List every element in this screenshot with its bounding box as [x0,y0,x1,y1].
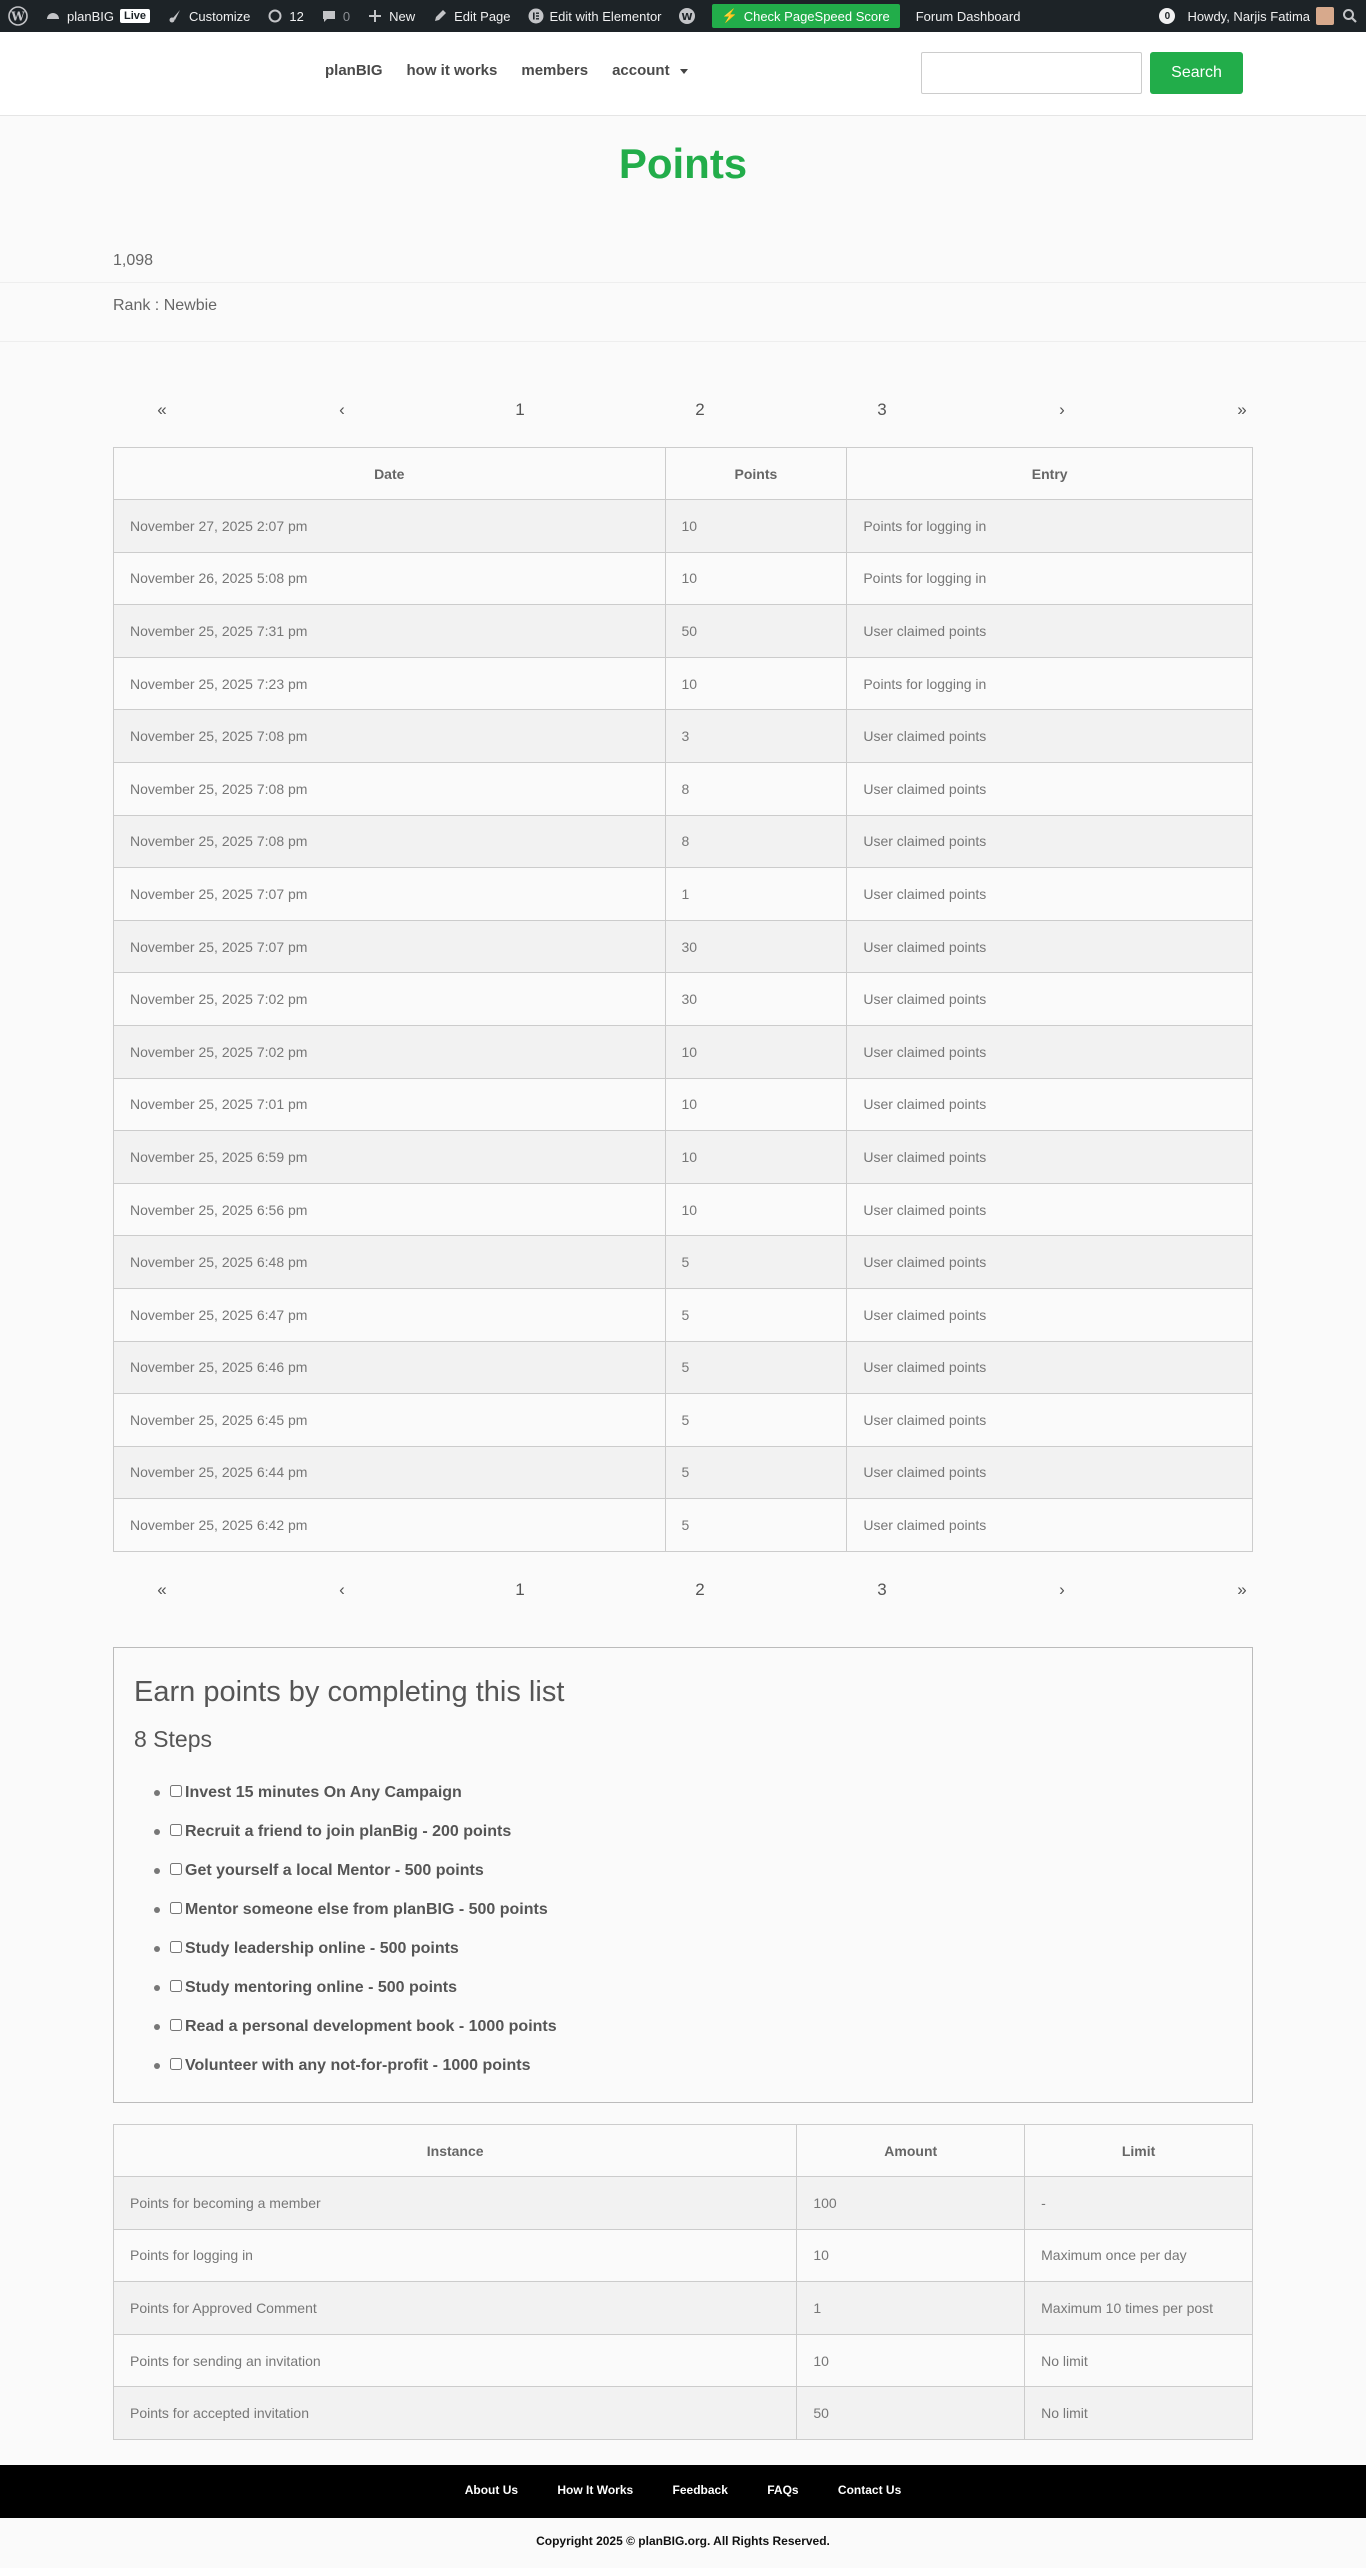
table-row [114,815,1253,868]
checklist-item [170,1968,557,2007]
howdy-label: Howdy, Narjis Fatima [1187,8,1310,24]
nav-item-account[interactable] [612,62,688,79]
cell-entry: User claimed points [847,1025,1253,1078]
pager-prev[interactable]: ‹ [339,1580,345,1599]
checklist-label: Volunteer with any not-for-profit - 1000 points [185,2056,531,2074]
footer-link-about[interactable]: About Us [464,2483,519,2497]
cell-limit: Maximum once per day [1025,2229,1253,2282]
pagespeed-label: Check PageSpeed Score [743,8,890,24]
pager-page-2[interactable]: 2 [695,400,705,419]
cell-amount: 1 [797,2282,1025,2335]
svg-text:W: W [681,12,693,23]
pagination-bottom [113,1580,1253,1604]
pager-first[interactable]: « [157,1580,167,1599]
cell-date: November 25, 2025 6:56 pm [114,1183,666,1236]
cell-entry: User claimed points [847,605,1253,658]
cell-entry: User claimed points [847,1236,1253,1289]
checklist-label: Invest 15 minutes On Any Campaign [185,1783,462,1801]
table-row [114,2229,1253,2282]
cell-instance: Points for accepted invitation [114,2387,797,2440]
cell-date: November 25, 2025 6:45 pm [114,1394,666,1447]
table-row [114,1236,1253,1289]
site-name: planBIG [67,8,114,24]
checklist-checkbox[interactable] [170,1824,182,1836]
lightning-icon: ⚡ [721,8,738,23]
cell-points: 3 [665,710,847,763]
checklist-checkbox[interactable] [170,2058,182,2070]
pager-last[interactable]: » [1237,400,1247,419]
cell-points: 10 [665,1078,847,1131]
table-row [114,1078,1253,1131]
site-header [0,32,1366,116]
cell-date: November 25, 2025 7:01 pm [114,1078,666,1131]
checklist-checkbox[interactable] [170,1785,182,1797]
wordpress-logo-icon[interactable] [0,0,36,32]
cell-entry: Points for logging in [847,657,1253,710]
table-row [114,552,1253,605]
checklist-checkbox[interactable] [170,1863,182,1875]
cell-date: November 25, 2025 7:08 pm [114,710,666,763]
table-row [114,1394,1253,1447]
pager-prev[interactable]: ‹ [339,400,345,419]
checklist-label: Mentor someone else from planBIG - 500 points [185,1900,548,1918]
cell-points: 10 [665,1131,847,1184]
table-row [114,605,1253,658]
cell-points: 5 [665,1288,847,1341]
updates-count: 12 [289,8,304,24]
points-rules-table [113,2124,1253,2440]
checklist-label: Study leadership online - 500 points [185,1939,459,1957]
nav-item-planbig[interactable]: planBIG [325,62,383,79]
checklist-label: Study mentoring online - 500 points [185,1978,458,1996]
cell-points: 10 [665,657,847,710]
cell-entry: User claimed points [847,815,1253,868]
table-row [114,920,1253,973]
cell-date: November 25, 2025 7:02 pm [114,1025,666,1078]
cell-entry: User claimed points [847,762,1253,815]
table-row [114,2177,1253,2230]
cell-points: 5 [665,1499,847,1552]
table-header-row [114,448,1253,500]
cell-points: 5 [665,1236,847,1289]
table-row [114,710,1253,763]
table-row [114,500,1253,553]
cell-entry: User claimed points [847,920,1253,973]
search-icon[interactable] [1334,0,1366,32]
edit-page-link[interactable] [423,0,518,32]
cell-date: November 25, 2025 6:42 pm [114,1499,666,1552]
forum-dashboard-link[interactable] [908,0,1029,32]
cell-entry: User claimed points [847,1183,1253,1236]
cell-amount: 10 [797,2229,1025,2282]
checklist-checkbox[interactable] [170,2019,182,2031]
search-button[interactable]: Search [1150,52,1243,94]
new-label: New [389,8,416,24]
nav-item-members[interactable]: members [521,62,589,79]
table-row [114,1341,1253,1394]
cell-amount: 10 [797,2334,1025,2387]
edit-elementor-link[interactable] [519,0,670,32]
cell-date: November 25, 2025 7:08 pm [114,762,666,815]
pager-last[interactable]: » [1237,1580,1247,1599]
cell-date: November 27, 2025 2:07 pm [114,500,666,553]
pager-page-1[interactable]: 1 [515,1580,525,1599]
cell-date: November 25, 2025 7:23 pm [114,657,666,710]
pager-page-3[interactable]: 3 [877,400,887,419]
earn-steps-count: 8 Steps [134,1726,212,1752]
checklist-item [170,1773,557,1812]
checklist-item [170,1890,557,1929]
cell-date: November 25, 2025 7:07 pm [114,920,666,973]
main-nav [325,62,712,79]
cell-entry: User claimed points [847,973,1253,1026]
cell-limit: - [1025,2177,1253,2230]
table-row [114,868,1253,921]
table-row [114,973,1253,1026]
col-header-date: Date [114,448,666,500]
checklist-label: Recruit a friend to join planBig - 200 points [185,1822,512,1840]
cell-date: November 25, 2025 7:31 pm [114,605,666,658]
cell-entry: User claimed points [847,1131,1253,1184]
pager-next[interactable]: › [1059,400,1065,419]
comment-icon [320,7,338,25]
footer-link-contact[interactable]: Contact Us [837,2483,902,2497]
table-row [114,1183,1253,1236]
updates-link[interactable] [258,0,311,32]
cell-points: 30 [665,920,847,973]
checklist-item [170,1851,557,1890]
points-total: 1,098 [113,252,154,269]
plus-icon [366,7,384,25]
cell-amount: 100 [797,2177,1025,2230]
cell-amount: 50 [797,2387,1025,2440]
site-name-menu[interactable] [36,0,158,32]
table-row [114,2282,1253,2335]
checklist-checkbox[interactable] [170,1902,182,1914]
edit-page-label: Edit Page [454,8,511,24]
cell-date: November 25, 2025 6:47 pm [114,1288,666,1341]
checklist-checkbox[interactable] [170,1941,182,1953]
comments-link[interactable] [312,0,358,32]
earn-checklist [170,1773,557,2085]
cell-points: 30 [665,973,847,1026]
table-row [114,1025,1253,1078]
points-log-body [114,500,1253,1552]
live-badge: Live [120,9,150,23]
table-header-row [114,2125,1253,2177]
site-kit-icon[interactable] [670,0,704,32]
table-row [114,1446,1253,1499]
pencil-icon [431,7,449,25]
cell-entry: User claimed points [847,1499,1253,1552]
updates-icon [266,7,284,25]
cell-points: 50 [665,605,847,658]
table-row [114,1288,1253,1341]
cell-limit: No limit [1025,2387,1253,2440]
checklist-item [170,2007,557,2046]
caret-down-icon [680,69,688,74]
new-content-link[interactable] [358,0,423,32]
pager-page-3[interactable]: 3 [877,1580,887,1599]
points-log-table [113,447,1253,1552]
table-row [114,1131,1253,1184]
cell-points: 5 [665,1394,847,1447]
table-row [114,2387,1253,2440]
cell-points: 10 [665,500,847,553]
col-header-instance: Instance [114,2125,797,2177]
cell-points: 8 [665,762,847,815]
cell-entry: Points for logging in [847,500,1253,553]
points-rules-body [114,2177,1253,2440]
col-header-entry: Entry [847,448,1253,500]
cell-limit: Maximum 10 times per post [1025,2282,1253,2335]
elementor-icon [527,7,545,25]
cell-date: November 26, 2025 5:08 pm [114,552,666,605]
avatar [1316,7,1334,25]
cell-entry: User claimed points [847,1446,1253,1499]
cell-date: November 25, 2025 6:48 pm [114,1236,666,1289]
footer-link-how-it-works[interactable]: How It Works [557,2483,634,2497]
cell-entry: User claimed points [847,1394,1253,1447]
nav-account-label: account [612,62,670,79]
earn-title: Earn points by completing this list [134,1676,565,1708]
cell-instance: Points for sending an invitation [114,2334,797,2387]
cell-points: 10 [665,552,847,605]
cell-instance: Points for becoming a member [114,2177,797,2230]
cell-date: November 25, 2025 6:46 pm [114,1341,666,1394]
account-menu[interactable] [1187,0,1334,32]
cell-points: 8 [665,815,847,868]
nav-item-how-it-works[interactable]: how it works [406,62,498,79]
cell-date: November 25, 2025 7:07 pm [114,868,666,921]
footer-links [0,2483,1366,2497]
edit-elementor-label: Edit with Elementor [549,8,662,24]
cell-date: November 25, 2025 6:44 pm [114,1446,666,1499]
cell-points: 5 [665,1341,847,1394]
customize-link[interactable] [158,0,258,32]
checklist-checkbox[interactable] [170,1980,182,1992]
cell-date: November 25, 2025 6:59 pm [114,1131,666,1184]
pagination-top [113,400,1253,424]
footer-link-feedback[interactable]: Feedback [672,2483,728,2497]
cell-points: 1 [665,868,847,921]
pager-next[interactable]: › [1059,1580,1065,1599]
dashboard-icon [44,7,62,25]
search-input[interactable] [921,52,1142,94]
footer-link-faqs[interactable]: FAQs [767,2483,799,2497]
pagespeed-button[interactable] [712,4,900,28]
cell-date: November 25, 2025 7:02 pm [114,973,666,1026]
cell-instance: Points for logging in [114,2229,797,2282]
col-header-limit: Limit [1025,2125,1253,2177]
checklist-label: Read a personal development book - 1000 points [185,2017,557,2035]
pager-page-2[interactable]: 2 [695,1580,705,1599]
checklist-label: Get yourself a local Mentor - 500 points [185,1861,484,1879]
brush-icon [166,7,184,25]
rank-text: Rank : Newbie [113,297,218,314]
copyright: Copyright 2025 © planBIG.org. All Rights Reserved. [536,2534,830,2548]
pager-first[interactable]: « [157,400,167,419]
table-row [114,2334,1253,2387]
earn-points-box [113,1647,1253,2103]
page-title: Points [618,140,748,187]
cell-entry: User claimed points [847,1341,1253,1394]
table-row [114,657,1253,710]
cell-date: November 25, 2025 7:08 pm [114,815,666,868]
cell-points: 10 [665,1183,847,1236]
notification-badge[interactable]: 0 [1159,8,1175,24]
customize-label: Customize [189,8,251,24]
checklist-item [170,1929,557,1968]
col-header-amount: Amount [797,2125,1025,2177]
comments-count: 0 [342,8,351,24]
table-row [114,762,1253,815]
pager-page-1[interactable]: 1 [515,400,525,419]
cell-points: 5 [665,1446,847,1499]
checklist-item [170,1812,557,1851]
cell-entry: User claimed points [847,1288,1253,1341]
cell-entry: Points for logging in [847,552,1253,605]
forum-dashboard-label: Forum Dashboard [915,8,1021,24]
cell-entry: User claimed points [847,868,1253,921]
table-row [114,1499,1253,1552]
cell-entry: User claimed points [847,710,1253,763]
col-header-points: Points [665,448,847,500]
checklist-item [170,2046,557,2085]
admin-bar [0,0,1366,32]
cell-points: 10 [665,1025,847,1078]
cell-limit: No limit [1025,2334,1253,2387]
svg-text:W: W [11,9,25,24]
cell-entry: User claimed points [847,1078,1253,1131]
site-footer [0,2465,1366,2518]
cell-instance: Points for Approved Comment [114,2282,797,2335]
